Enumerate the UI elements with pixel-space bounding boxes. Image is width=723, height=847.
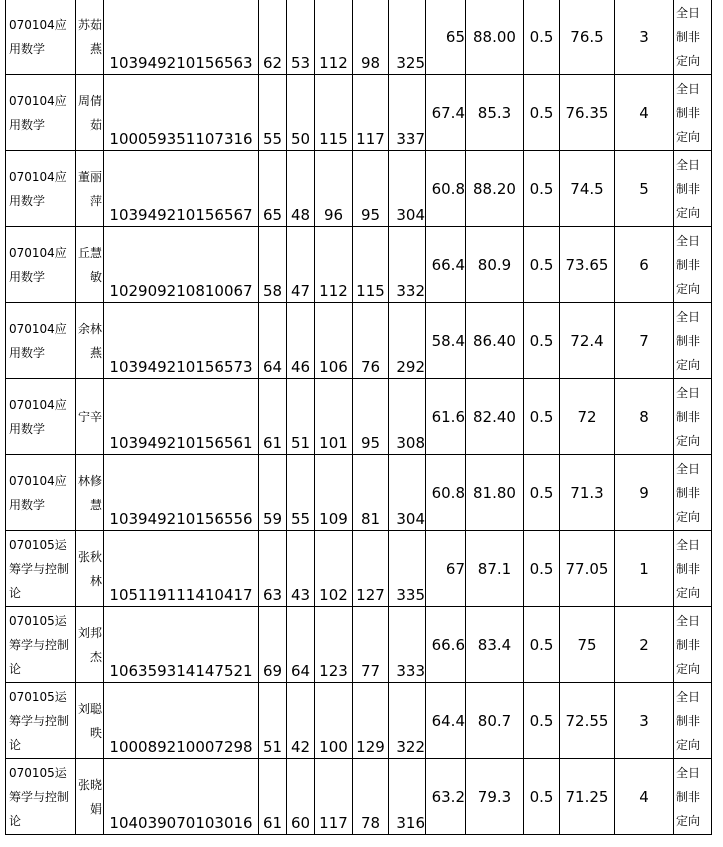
- student-name-cell: 苏茹燕: [76, 0, 104, 75]
- major-cell: 070104应用数学: [6, 303, 76, 379]
- exam-id-cell: 103949210156567: [104, 151, 259, 227]
- table-row: [6, 759, 712, 835]
- score2-cell: 47: [287, 227, 315, 303]
- score1-cell: 69: [259, 607, 287, 683]
- student-name-cell: 林修慧: [76, 455, 104, 531]
- score3-cell: 102: [315, 531, 353, 607]
- exam-id-cell: 105119111410417: [104, 531, 259, 607]
- final-score-cell: 72: [560, 379, 615, 455]
- final-score-cell: 76.5: [560, 0, 615, 75]
- table-row: [6, 0, 712, 75]
- study-type-cell: 全日制非定向: [674, 151, 712, 227]
- study-type-cell: 全日制非定向: [674, 379, 712, 455]
- table-row: [6, 303, 712, 379]
- exam-id-cell: 100089210007298: [104, 683, 259, 759]
- initial-score-cell: 63.2: [426, 759, 466, 835]
- table-body: [6, 0, 712, 835]
- student-name-cell: 余林燕: [76, 303, 104, 379]
- score2-cell: 46: [287, 303, 315, 379]
- study-type-cell: 全日制非定向: [674, 303, 712, 379]
- score4-cell: 98: [353, 0, 389, 75]
- study-type-cell: 全日制非定向: [674, 227, 712, 303]
- initial-score-cell: 61.6: [426, 379, 466, 455]
- rank-cell: 9: [615, 455, 674, 531]
- table-row: [6, 683, 712, 759]
- final-score-cell: 72.55: [560, 683, 615, 759]
- initial-score-cell: 60.8: [426, 455, 466, 531]
- retest-score-cell: 87.1: [466, 531, 524, 607]
- score1-cell: 65: [259, 151, 287, 227]
- table-row: [6, 151, 712, 227]
- initial-score-cell: 65: [426, 0, 466, 75]
- table-row: [6, 455, 712, 531]
- score3-cell: 96: [315, 151, 353, 227]
- initial-score-cell: 64.4: [426, 683, 466, 759]
- score2-cell: 53: [287, 0, 315, 75]
- weight-cell: 0.5: [524, 683, 560, 759]
- study-type-cell: 全日制非定向: [674, 455, 712, 531]
- student-name-cell: 董丽萍: [76, 151, 104, 227]
- exam-id-cell: 103949210156563: [104, 0, 259, 75]
- study-type-cell: 全日制非定向: [674, 607, 712, 683]
- table-row: [6, 75, 712, 151]
- admission-results-table: [5, 0, 712, 835]
- retest-score-cell: 83.4: [466, 607, 524, 683]
- table-row: [6, 531, 712, 607]
- weight-cell: 0.5: [524, 531, 560, 607]
- total-score-cell: 332: [389, 227, 426, 303]
- major-cell: 070104应用数学: [6, 455, 76, 531]
- score2-cell: 60: [287, 759, 315, 835]
- student-name-cell: 刘聪昳: [76, 683, 104, 759]
- total-score-cell: 337: [389, 75, 426, 151]
- final-score-cell: 71.25: [560, 759, 615, 835]
- score1-cell: 61: [259, 379, 287, 455]
- retest-score-cell: 80.9: [466, 227, 524, 303]
- score2-cell: 50: [287, 75, 315, 151]
- exam-id-cell: 102909210810067: [104, 227, 259, 303]
- retest-score-cell: 80.7: [466, 683, 524, 759]
- major-cell: 070104应用数学: [6, 379, 76, 455]
- student-name-cell: 丘慧敏: [76, 227, 104, 303]
- score4-cell: 77: [353, 607, 389, 683]
- rank-cell: 3: [615, 683, 674, 759]
- student-name-cell: 宁辛: [76, 379, 104, 455]
- table-row: [6, 379, 712, 455]
- score2-cell: 55: [287, 455, 315, 531]
- study-type-cell: 全日制非定向: [674, 0, 712, 75]
- major-cell: 070105运筹学与控制论: [6, 759, 76, 835]
- weight-cell: 0.5: [524, 151, 560, 227]
- score4-cell: 95: [353, 379, 389, 455]
- weight-cell: 0.5: [524, 303, 560, 379]
- score3-cell: 101: [315, 379, 353, 455]
- study-type-cell: 全日制非定向: [674, 75, 712, 151]
- major-cell: 070104应用数学: [6, 227, 76, 303]
- major-cell: 070104应用数学: [6, 75, 76, 151]
- score1-cell: 62: [259, 0, 287, 75]
- score2-cell: 51: [287, 379, 315, 455]
- final-score-cell: 72.4: [560, 303, 615, 379]
- rank-cell: 2: [615, 607, 674, 683]
- total-score-cell: 304: [389, 455, 426, 531]
- score1-cell: 51: [259, 683, 287, 759]
- score1-cell: 63: [259, 531, 287, 607]
- score4-cell: 95: [353, 151, 389, 227]
- exam-id-cell: 103949210156556: [104, 455, 259, 531]
- weight-cell: 0.5: [524, 379, 560, 455]
- total-score-cell: 292: [389, 303, 426, 379]
- total-score-cell: 316: [389, 759, 426, 835]
- rank-cell: 1: [615, 531, 674, 607]
- score3-cell: 123: [315, 607, 353, 683]
- rank-cell: 8: [615, 379, 674, 455]
- score3-cell: 115: [315, 75, 353, 151]
- major-cell: 070105运筹学与控制论: [6, 683, 76, 759]
- weight-cell: 0.5: [524, 607, 560, 683]
- total-score-cell: 325: [389, 0, 426, 75]
- initial-score-cell: 67: [426, 531, 466, 607]
- student-name-cell: 张秋林: [76, 531, 104, 607]
- total-score-cell: 304: [389, 151, 426, 227]
- weight-cell: 0.5: [524, 455, 560, 531]
- major-cell: 070104应用数学: [6, 0, 76, 75]
- score1-cell: 64: [259, 303, 287, 379]
- final-score-cell: 76.35: [560, 75, 615, 151]
- exam-id-cell: 103949210156573: [104, 303, 259, 379]
- total-score-cell: 322: [389, 683, 426, 759]
- exam-id-cell: 104039070103016: [104, 759, 259, 835]
- final-score-cell: 74.5: [560, 151, 615, 227]
- initial-score-cell: 60.8: [426, 151, 466, 227]
- retest-score-cell: 88.00: [466, 0, 524, 75]
- score2-cell: 48: [287, 151, 315, 227]
- study-type-cell: 全日制非定向: [674, 683, 712, 759]
- score1-cell: 61: [259, 759, 287, 835]
- total-score-cell: 308: [389, 379, 426, 455]
- rank-cell: 4: [615, 759, 674, 835]
- weight-cell: 0.5: [524, 75, 560, 151]
- retest-score-cell: 85.3: [466, 75, 524, 151]
- final-score-cell: 75: [560, 607, 615, 683]
- total-score-cell: 333: [389, 607, 426, 683]
- score4-cell: 81: [353, 455, 389, 531]
- final-score-cell: 73.65: [560, 227, 615, 303]
- score2-cell: 64: [287, 607, 315, 683]
- weight-cell: 0.5: [524, 227, 560, 303]
- major-cell: 070105运筹学与控制论: [6, 607, 76, 683]
- retest-score-cell: 79.3: [466, 759, 524, 835]
- table-row: [6, 227, 712, 303]
- student-name-cell: 刘邦杰: [76, 607, 104, 683]
- score3-cell: 109: [315, 455, 353, 531]
- retest-score-cell: 88.20: [466, 151, 524, 227]
- student-name-cell: 张晓娟: [76, 759, 104, 835]
- exam-id-cell: 106359314147521: [104, 607, 259, 683]
- major-cell: 070105运筹学与控制论: [6, 531, 76, 607]
- score1-cell: 58: [259, 227, 287, 303]
- final-score-cell: 71.3: [560, 455, 615, 531]
- score3-cell: 112: [315, 227, 353, 303]
- score4-cell: 115: [353, 227, 389, 303]
- retest-score-cell: 86.40: [466, 303, 524, 379]
- score1-cell: 59: [259, 455, 287, 531]
- weight-cell: 0.5: [524, 759, 560, 835]
- final-score-cell: 77.05: [560, 531, 615, 607]
- score3-cell: 112: [315, 0, 353, 75]
- major-cell: 070104应用数学: [6, 151, 76, 227]
- retest-score-cell: 82.40: [466, 379, 524, 455]
- score4-cell: 117: [353, 75, 389, 151]
- score4-cell: 129: [353, 683, 389, 759]
- total-score-cell: 335: [389, 531, 426, 607]
- score1-cell: 55: [259, 75, 287, 151]
- table-row: [6, 607, 712, 683]
- rank-cell: 6: [615, 227, 674, 303]
- rank-cell: 4: [615, 75, 674, 151]
- rank-cell: 7: [615, 303, 674, 379]
- initial-score-cell: 66.6: [426, 607, 466, 683]
- score4-cell: 76: [353, 303, 389, 379]
- initial-score-cell: 66.4: [426, 227, 466, 303]
- study-type-cell: 全日制非定向: [674, 531, 712, 607]
- score4-cell: 127: [353, 531, 389, 607]
- retest-score-cell: 81.80: [466, 455, 524, 531]
- score3-cell: 117: [315, 759, 353, 835]
- initial-score-cell: 67.4: [426, 75, 466, 151]
- study-type-cell: 全日制非定向: [674, 759, 712, 835]
- initial-score-cell: 58.4: [426, 303, 466, 379]
- score3-cell: 106: [315, 303, 353, 379]
- score3-cell: 100: [315, 683, 353, 759]
- exam-id-cell: 100059351107316: [104, 75, 259, 151]
- rank-cell: 3: [615, 0, 674, 75]
- score2-cell: 43: [287, 531, 315, 607]
- weight-cell: 0.5: [524, 0, 560, 75]
- student-name-cell: 周倩茹: [76, 75, 104, 151]
- score4-cell: 78: [353, 759, 389, 835]
- score2-cell: 42: [287, 683, 315, 759]
- exam-id-cell: 103949210156561: [104, 379, 259, 455]
- rank-cell: 5: [615, 151, 674, 227]
